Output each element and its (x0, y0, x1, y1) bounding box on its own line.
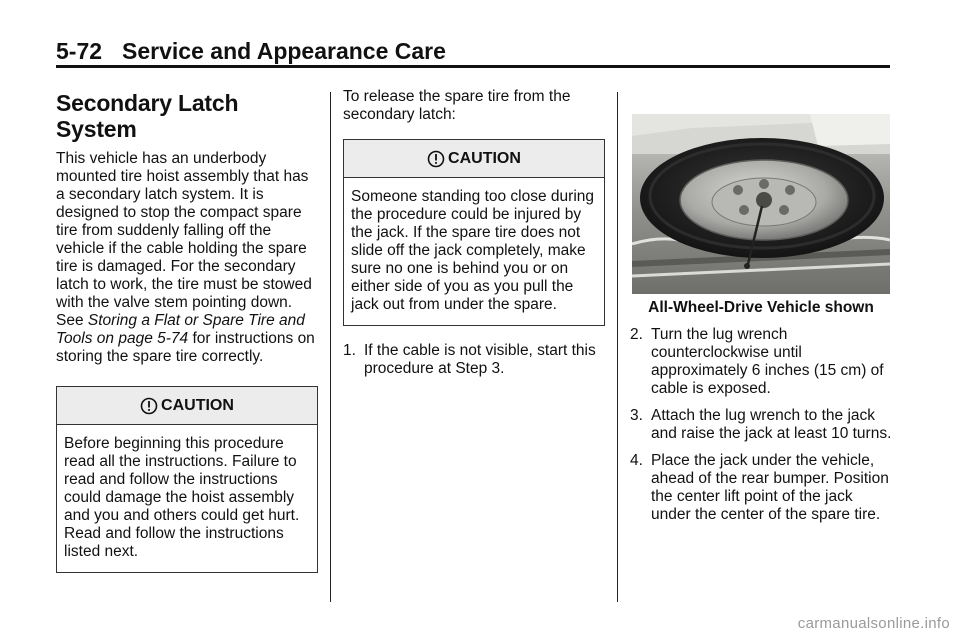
page-number: 5-72 (56, 38, 103, 64)
caution-text: Before beginning this procedure read all the instructions. Failure to read and follow the instructions could damage the hoist assembly and you and others could get hurt. Read and follow the instructions listed next. (57, 425, 317, 572)
column-divider (330, 92, 331, 602)
right-column (630, 88, 892, 533)
step-item (343, 342, 605, 378)
step-item (630, 407, 892, 443)
section-title: Service and Appearance Care (122, 38, 446, 64)
caution-header (57, 387, 317, 425)
step-item (630, 452, 892, 524)
caution-box (343, 139, 605, 326)
caution-header (344, 140, 604, 178)
cross-reference-link[interactable]: Storing a Flat or Spare Tire and Tools on page 5-74 (56, 312, 305, 347)
page-header (56, 38, 446, 65)
step-list (630, 326, 892, 524)
step-text: If the cable is not visible, start this procedure at Step 3. (364, 342, 596, 377)
caution-box (56, 386, 318, 573)
step-list (343, 342, 605, 378)
step-text: Attach the lug wrench to the jack and raise the jack at least 10 turns. (651, 407, 892, 442)
step-number: 1. (343, 342, 356, 359)
left-column (56, 88, 318, 573)
intro-paragraph (56, 150, 318, 366)
release-intro: To release the spare tire from the secondary latch: (343, 88, 571, 123)
warning-icon (427, 150, 445, 168)
step-item (630, 326, 892, 398)
step-number: 2. (630, 326, 643, 343)
caution-text: Someone standing too close during the procedure could be injured by the jack. If the spare tire does not slide off the jack completely, make sure no one is behind you or on either side of you as you pull the jack out from under the spare. (344, 178, 604, 325)
step-number: 3. (630, 407, 643, 424)
column-divider (617, 92, 618, 602)
intro-text: This vehicle has an underbody mounted tire hoist assembly that has a secondary latch system. It is designed to stop the compact spare tire from suddenly falling off the vehicle if the cable holding the spare tire is damaged. For the secondary latch to work, the tire must be stowed with the valve stem pointing down. See (56, 150, 312, 329)
spare-tire-illustration (632, 114, 890, 294)
step-text: Place the jack under the vehicle, ahead of the rear bumper. Position the center lift point of the jack under the center of the spare tire. (651, 452, 889, 523)
caution-label: CAUTION (448, 149, 521, 167)
step-number: 4. (630, 452, 643, 469)
spare-tire-photo (632, 114, 890, 294)
outro-text: for instructions on storing the spare tire correctly. (56, 330, 315, 365)
middle-column (343, 88, 605, 387)
figure-caption: All-Wheel-Drive Vehicle shown (648, 299, 874, 316)
step-text: Turn the lug wrench counterclockwise until approximately 6 inches (15 cm) of cable is exposed. (651, 326, 884, 397)
header-rule (56, 65, 890, 68)
caution-label: CAUTION (161, 396, 234, 414)
watermark: carmanualsonline.info (797, 615, 950, 632)
section-heading: Secondary Latch System (56, 90, 239, 142)
warning-icon (140, 397, 158, 415)
